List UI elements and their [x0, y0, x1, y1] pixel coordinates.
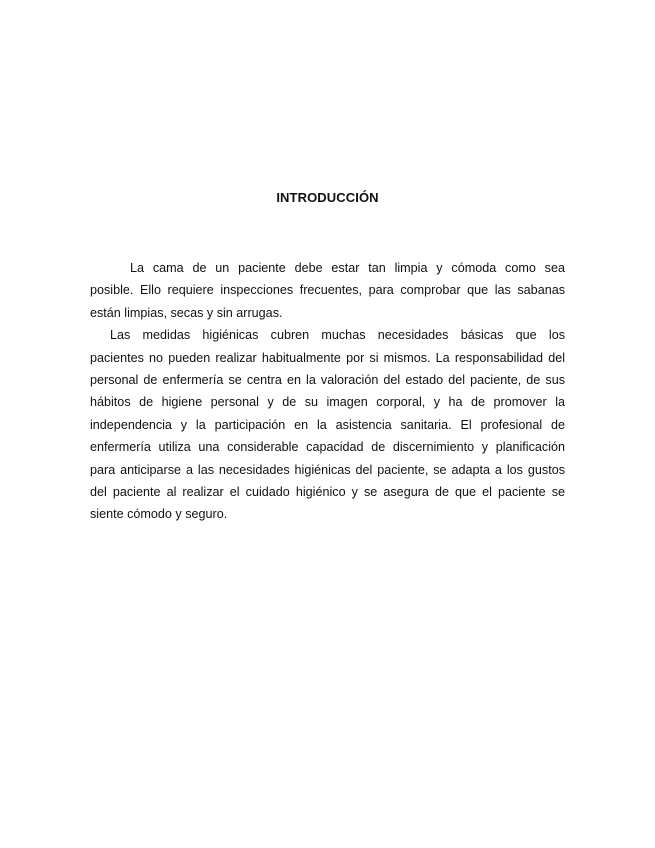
paragraph-line: pacientes no pueden realizar habitualmente por si mismos. La responsabilidad del [90, 350, 565, 365]
paragraph-line: posible. Ello requiere inspecciones frecuentes, para comprobar que las sabanas [90, 283, 565, 298]
paragraph-2 [90, 324, 565, 526]
paragraph-line: personal de enfermería se centra en la valoración del estado del paciente, de sus [90, 372, 565, 387]
paragraph-line: del paciente al realizar el cuidado higiénico y se asegura de que el paciente se [90, 484, 565, 499]
paragraph-1 [90, 257, 565, 324]
paragraph-line: Las medidas higiénicas cubren muchas necesidades básicas que los [110, 328, 565, 343]
paragraph-line: independencia y la participación en la asistencia sanitaria. El profesional de [90, 417, 565, 432]
paragraph-line: están limpias, secas y sin arrugas. [90, 305, 283, 320]
paragraph-line: para anticiparse a las necesidades higiénicas del paciente, se adapta a los gustos [90, 462, 565, 477]
paragraph-line: siente cómodo y seguro. [90, 507, 228, 522]
document-body [90, 257, 565, 526]
page-title: INTRODUCCIÓN [276, 190, 379, 205]
paragraph-line: hábitos de higiene personal y de su imagen corporal, y ha de promover la [90, 395, 565, 410]
paragraph-line: enfermería utiliza una considerable capacidad de discernimiento y planificación [90, 440, 565, 455]
paragraph-line: La cama de un paciente debe estar tan limpia y cómoda como sea [130, 261, 565, 275]
